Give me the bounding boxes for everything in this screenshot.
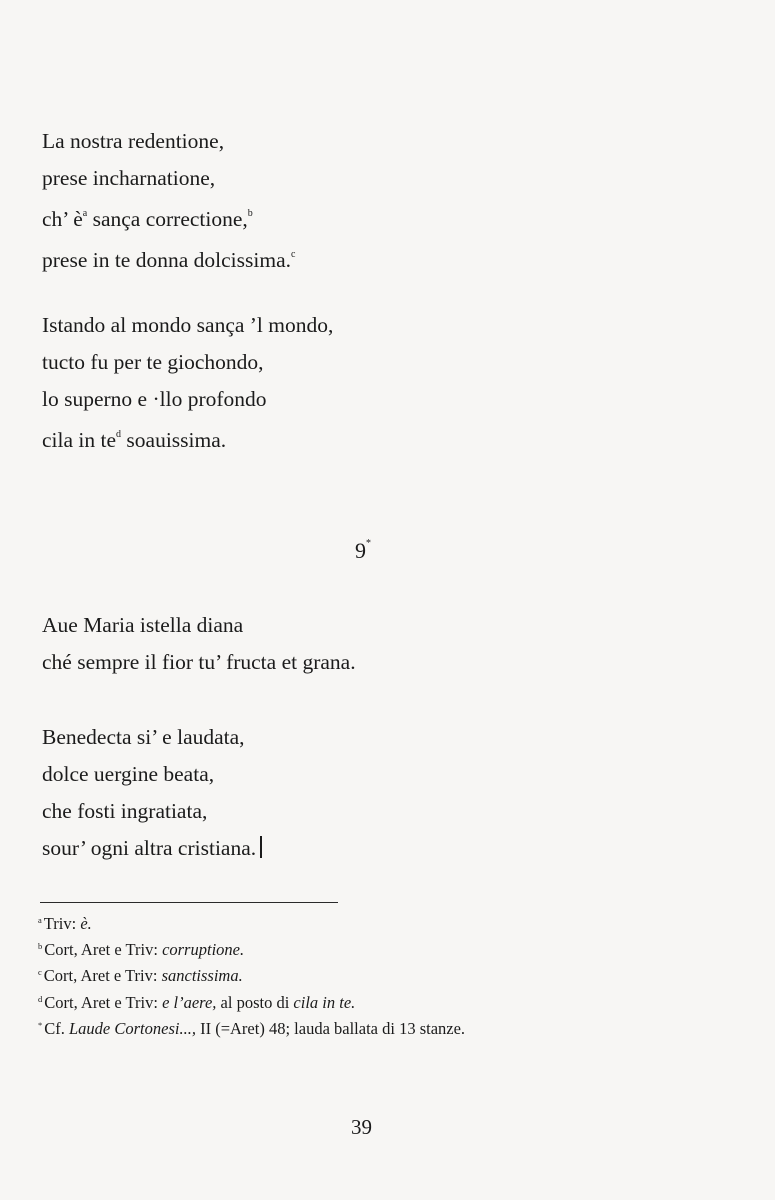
verse-line: cila in $te^d$ soauissima.	[42, 428, 227, 453]
footnote: $^b$ Cort, Aret e Triv: corruptione.	[38, 940, 245, 960]
footnotes	[38, 912, 465, 1043]
stanza-2	[42, 307, 333, 459]
verse-line: lo superno e ·llo profondo	[42, 387, 267, 411]
footnote-ref: a	[82, 208, 88, 219]
verse-line: Istando al mondo sança ’l mondo,	[42, 313, 334, 337]
verse-line: ché sempre il fior tu’ fructa et grana.	[42, 650, 356, 674]
page-number: 39	[351, 1115, 372, 1139]
footnote-mark: d	[38, 993, 43, 1004]
footnote-mark: a	[38, 915, 42, 925]
verse-line: La nostra redentione,	[42, 129, 225, 153]
footnote: * Cf. Laude Cortonesi..., II (=Aret) 48; lauda ballata di 13 stanze.	[38, 1018, 466, 1038]
verse-line: prese incharnatione,	[42, 166, 216, 190]
verse-line: Benedecta si’ e laudata,	[42, 725, 245, 749]
verse-line: sour’ ogni altra cristiana.	[42, 830, 262, 867]
footnote-ref: *	[366, 537, 371, 549]
verse-line: tucto fu per te giochondo,	[42, 350, 264, 374]
footnote: $^c$ Cort, Aret e Triv: sanctissima.	[38, 966, 243, 986]
footnote-mark: b	[38, 941, 43, 952]
footnote-ref: c	[290, 249, 296, 261]
stanza-3	[42, 607, 356, 681]
show-through	[460, 195, 480, 218]
footnote-mark: *	[38, 1019, 43, 1030]
stanza-1	[42, 123, 295, 279]
verse-line: che fosti ingratiata,	[42, 799, 208, 823]
text-cursor	[260, 836, 262, 858]
stanza-4	[42, 719, 262, 867]
footnote-divider	[40, 902, 338, 903]
footnote: $^d$ Cort, Aret e Triv: e l’aere, al posto di cila in te.	[38, 992, 356, 1012]
footnote-ref: b	[247, 208, 253, 219]
verse-line: ch’ $è^a$ sança correctione,$^b$	[42, 207, 253, 232]
poem-number: 9*	[355, 537, 371, 563]
footnote: $^a$ Triv: è.	[38, 914, 92, 933]
verse-line: Aue Maria istella diana	[42, 613, 244, 637]
footnote-mark: c	[38, 967, 42, 978]
verse-line: prese in te donna dolcissima.$^c$	[42, 248, 296, 273]
verse-line: dolce uergine beata,	[42, 762, 215, 786]
footnote-ref: d	[116, 429, 122, 440]
